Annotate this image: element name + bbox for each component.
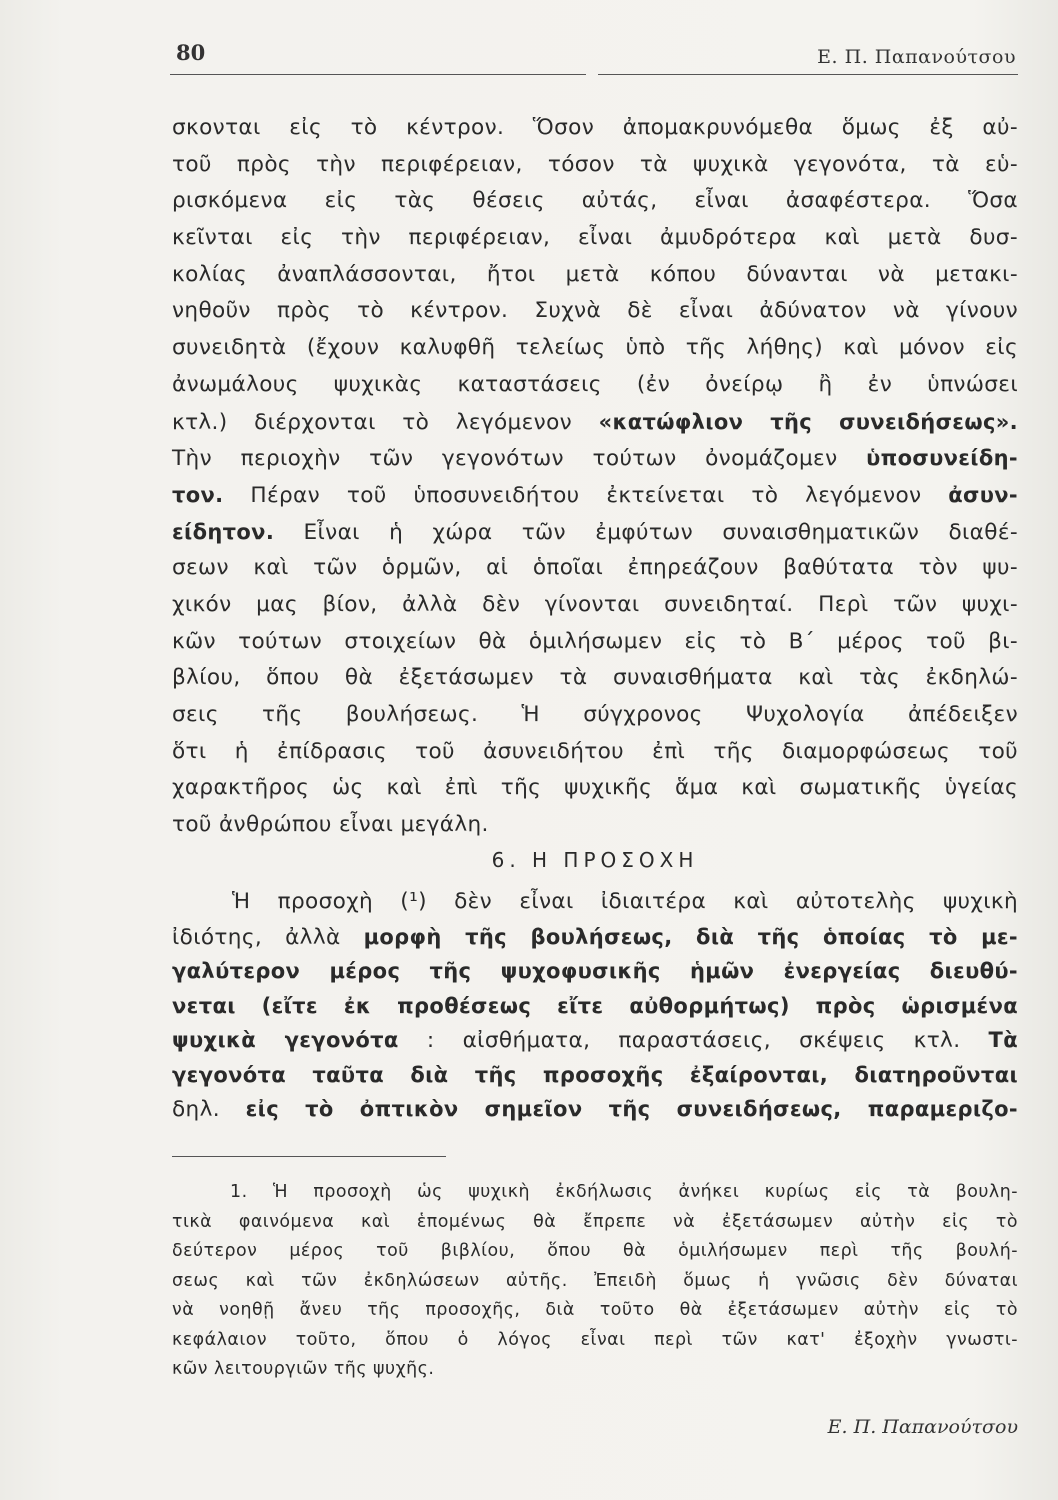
text-run: ἰδιότης, ἀλλὰ — [172, 924, 364, 950]
text-line — [172, 404, 1018, 441]
footnote-line: τικὰ φαινόμενα καὶ ἑπομένως θὰ ἔπρεπε νὰ ἐξετάσωμεν αὐτὴν εἰς τὸ — [172, 1211, 1018, 1232]
text-line: τοῦ πρὸς τὴν περιφέρειαν, τόσον τὰ ψυχικὰ γεγονότα, τὰ εὑ- — [172, 151, 1018, 177]
footnote — [172, 1178, 1018, 1385]
text-line: βλίου, ὅπου θὰ ἐξετάσωμεν τὰ συναισθήματα καὶ τὰς ἐκδηλώ- — [172, 665, 1018, 691]
text-run: Πέραν τοῦ ὑποσυνειδήτου ἐκτείνεται τὸ λεγόμενον — [223, 482, 949, 508]
paragraph-unconscious — [172, 110, 1018, 844]
text-line: νεται (εἴτε ἐκ προθέσεως εἴτε αὐθορμήτως) πρὸς ὡρισμένα — [172, 993, 1018, 1018]
emphasis-unconscious: ἀσυν- — [948, 482, 1018, 507]
text-line: σεων καὶ τῶν ὁρμῶν, αἱ ὁποῖαι ἐπηρεάζουν βαθύτατα τὸν ψυ- — [172, 555, 1018, 581]
text-line: κολίας ἀναπλάσσονται, ἤτοι μετὰ κόπου δύνανται νὰ μετακι- — [172, 261, 1018, 287]
text-line: γεγονότα ταῦτα διὰ τῆς προσοχῆς ἐξαίρονται, διατηροῦνται — [172, 1062, 1018, 1087]
paragraph-attention — [172, 885, 1018, 1127]
text-line: νηθοῦν πρὸς τὸ κέντρον. Συχνὰ δὲ εἶναι ἀδύνατον νὰ γίνουν — [172, 298, 1018, 324]
emphasis-psychic-events: ψυχικὰ γεγονότα — [172, 1028, 399, 1052]
text-run: δηλ. — [172, 1097, 246, 1122]
text-line — [172, 920, 1018, 955]
text-line: Ἡ προσοχὴ (¹) δὲν εἶναι ἰδιαιτέρα καὶ αὐτοτελὴς ψυχικὴ — [232, 889, 1018, 914]
footer-signature: Ε. Π. Παπανούτσου — [827, 1416, 1018, 1438]
text-run: Εἶναι ἡ χώρα τῶν ἐμφύτων συναισθηματικῶν διαθέ- — [274, 519, 1018, 545]
text-line: τοῦ ἀνθρώπου εἶναι μεγάλη. — [172, 812, 489, 838]
running-head: Ε. Π. Παπανούτσου — [817, 46, 1016, 68]
emphasis-unconscious-end: είδητον. — [172, 519, 275, 544]
emphasis-focal-point: εἰς τὸ ὀπτικὸν σημεῖον τῆς συνειδήσεως, παραμεριζο- — [245, 1097, 1018, 1121]
text-run: κτλ.) διέρχονται τὸ λεγόμενον — [172, 409, 599, 435]
text-line — [172, 1023, 1018, 1058]
section-title: 6. Η ΠΡΟΣΟΧΗ — [491, 848, 699, 872]
page-number: 80 — [176, 40, 206, 65]
emphasis-subconscious-end: τον. — [172, 482, 224, 507]
footnote-line: κεφάλαιον τοῦτο, ὅπου ὁ λόγος εἶναι περὶ τῶν κατ' ἐξοχὴν γνωστι- — [172, 1329, 1018, 1350]
text-line: χαρακτῆρος ὡς καὶ ἐπὶ τῆς ψυχικῆς ἅμα καὶ σωματικῆς ὑγείας — [172, 775, 1018, 801]
text-line: ἀνωμάλους ψυχικὰς καταστάσεις (ἐν ὀνείρῳ ἢ ἐν ὑπνώσει — [172, 371, 1018, 397]
text-run: : αἰσθήματα, παραστάσεις, σκέψεις κτλ. — [398, 1028, 989, 1053]
header-rule — [598, 74, 1018, 75]
footnote-line: δεύτερον μέρος τοῦ βιβλίου, ὅπου θὰ ὁμιλήσωμεν περὶ τῆς βουλή- — [172, 1241, 1018, 1261]
text-line: κῶν τούτων στοιχείων θὰ ὁμιλήσωμεν εἰς τὸ Β΄ μέρος τοῦ βι- — [172, 628, 1018, 654]
emphasis-definition: μορφὴ τῆς βουλήσεως, διὰ τῆς ὁποίας τὸ με- — [363, 924, 1018, 949]
footnote-line: κῶν λειτουργιῶν τῆς ψυχῆς. — [172, 1359, 435, 1379]
text-line: συνειδητὰ (ἔχουν καλυφθῆ τελείως ὑπὸ τῆς λήθης) καὶ μόνον εἰς — [172, 335, 1018, 361]
header-rule — [170, 74, 586, 75]
text-line: κεῖνται εἰς τὴν περιφέρειαν, εἶναι ἀμυδρότερα καὶ μετὰ δυσ- — [172, 225, 1018, 251]
text-run: Τὴν περιοχὴν τῶν γεγονότων τούτων ὀνομάζομεν — [172, 446, 867, 472]
text-line: ὅτι ἡ ἐπίδρασις τοῦ ἀσυνειδήτου ἐπὶ τῆς διαμορφώσεως τοῦ — [172, 738, 1018, 764]
text-line — [172, 440, 1018, 477]
emphasis-subconscious: ὑποσυνείδη- — [866, 446, 1018, 471]
text-line: γαλύτερον μέρος τῆς ψυχοφυσικῆς ἡμῶν ἐνεργείας διευθύ- — [172, 959, 1018, 983]
text-line: ρισκόμενα εἰς τὰς θέσεις αὐτάς, εἶναι ἀσαφέστερα. Ὅσα — [172, 188, 1018, 214]
text-line: σκονται εἰς τὸ κέντρον. Ὅσον ἀπομακρυνόμεθα ὅμως ἐξ αὐ- — [172, 115, 1018, 140]
emphasis-run: Τὰ — [988, 1028, 1018, 1052]
text-line — [172, 477, 1018, 514]
text-line — [172, 514, 1018, 551]
footnote-line: 1. Ἡ προσοχὴ ὡς ψυχικὴ ἐκδήλωσις ἀνήκει κυρίως εἰς τὰ βουλη- — [230, 1182, 1018, 1202]
text-line: σεις τῆς βουλήσεως. Ἡ σύγχρονος Ψυχολογία ἀπέδειξεν — [172, 702, 1018, 727]
page-header — [170, 40, 1018, 80]
emphasis-threshold: «κατώφλιον τῆς συνειδήσεως». — [598, 409, 1018, 434]
text-line: χικόν μας βίον, ἀλλὰ δὲν γίνονται συνειδηταί. Περὶ τῶν ψυχι- — [172, 591, 1018, 617]
footnote-line: σεως καὶ τῶν ἐκδηλώσεων αὐτῆς. Ἐπειδὴ ὅμως ἡ γνῶσις δὲν δύναται — [172, 1270, 1018, 1291]
footnote-line: νὰ νοηθῇ ἄνευ τῆς προσοχῆς, διὰ τοῦτο θὰ ἐξετάσωμεν αὐτὴν εἰς τὸ — [172, 1300, 1018, 1320]
text-line — [172, 1092, 1018, 1127]
footnote-rule — [172, 1156, 446, 1157]
